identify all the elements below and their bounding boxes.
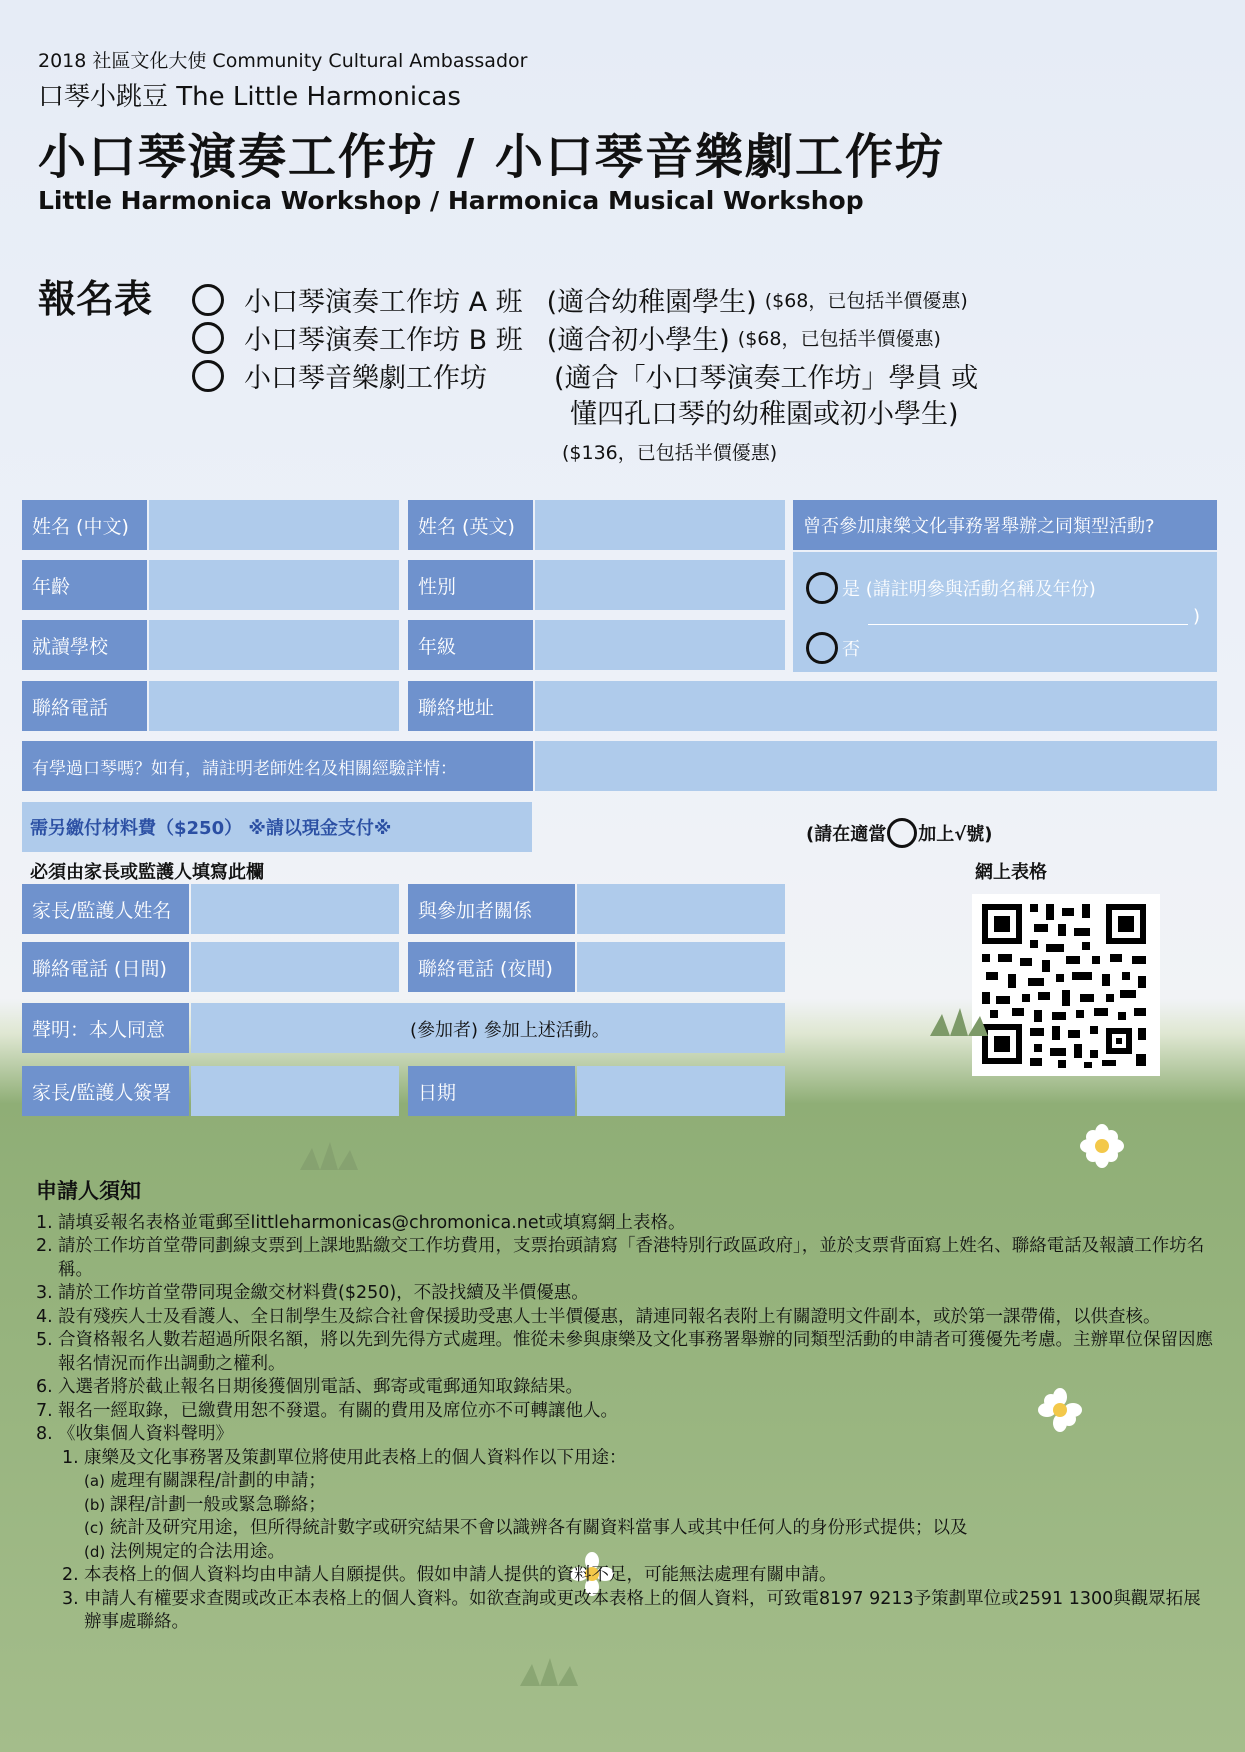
option-name: 小口琴演奏工作坊 A 班 — [244, 287, 523, 318]
note-number: 8. — [36, 1424, 53, 1444]
experience-field[interactable] — [535, 741, 1217, 791]
note-item — [36, 1306, 1216, 1330]
address-label: 聯絡地址 — [408, 681, 533, 731]
registration-label: 報名表 — [38, 277, 153, 321]
option-class-b[interactable] — [192, 318, 941, 357]
signature-label: 家長/監護人簽署 — [22, 1066, 189, 1116]
note-item — [36, 1423, 1216, 1447]
note-text: 處理有關課程/計劃的申請； — [110, 1471, 326, 1491]
previous-no-option[interactable] — [806, 632, 860, 664]
grass-tuft-icon — [300, 1140, 370, 1170]
option-suitable: (適合「小口琴演奏工作坊」學員 或 — [554, 363, 979, 394]
name-en-field[interactable] — [535, 500, 785, 550]
date-label: 日期 — [408, 1066, 575, 1116]
note-number: 3. — [62, 1588, 79, 1609]
option-suitable: (適合初小學生) — [546, 325, 730, 356]
gender-field[interactable] — [535, 560, 785, 610]
phone-day-label: 聯絡電話 (日間) — [22, 942, 189, 992]
notes-heading: 申請人須知 — [36, 1179, 141, 1203]
note-text: 合資格報名人數若超過所限名額，將以先到先得方式處理。惟從未參與康樂及文化事務署舉辦的同類型活動的申請者可獲優先考慮。主辦單位保留因應報名情況而作出調動之權利。 — [58, 1330, 1213, 1374]
grade-label: 年級 — [408, 620, 533, 670]
qr-code-icon[interactable] — [972, 894, 1160, 1076]
name-en-label: 姓名 (英文) — [408, 500, 533, 550]
header-ambassador-line: 2018 社區文化大使 Community Cultural Ambassador — [38, 50, 528, 72]
note-text: 統計及研究用途，但所得統計數字或研究結果不會以識辨各有關資料當事人或其中任何人的身份形式提供；以及 — [110, 1518, 968, 1538]
note-item — [36, 1400, 1216, 1424]
privacy-purpose-item — [36, 1541, 1216, 1565]
page-title: 小口琴演奏工作坊 / 小口琴音樂劇工作坊 — [38, 129, 945, 185]
grass-tuft-icon — [520, 1656, 590, 1686]
note-text: 請填妥報名表格並電郵至littleharmonicas@chromonica.net或填寫網上表格。 — [58, 1212, 686, 1233]
privacy-sub-item — [36, 1588, 1216, 1635]
option-price: ($68，已包括半價優惠) — [764, 290, 968, 312]
note-number: 1. — [62, 1447, 79, 1468]
option-name: 小口琴演奏工作坊 B 班 — [244, 325, 523, 356]
note-text: 入選者將於截止報名日期後獲個別電話、郵寄或電郵通知取錄結果。 — [58, 1377, 583, 1397]
relation-label: 與參加者關係 — [408, 884, 575, 934]
declaration-label: 聲明：本人同意 — [22, 1003, 189, 1053]
address-field[interactable] — [535, 681, 1217, 731]
radio-circle-icon[interactable] — [192, 322, 224, 354]
date-field[interactable] — [577, 1066, 785, 1116]
note-number: (a) — [84, 1472, 105, 1490]
phone-label: 聯絡電話 — [22, 681, 147, 731]
radio-circle-icon[interactable] — [192, 284, 224, 316]
note-text: 設有殘疾人士及看護人、全日制學生及綜合社會保援助受惠人士半價優惠，請連同報名表附上有關證明文件副本，或於第一課帶備，以供查核。 — [58, 1306, 1161, 1327]
phone-day-field[interactable] — [191, 942, 399, 992]
phone-field[interactable] — [149, 681, 399, 731]
qr-code-graphic — [972, 894, 1160, 1076]
declaration-tail: (參加者) 參加上述活動。 — [410, 1020, 610, 1041]
tick-instruction-pre: (請在適當 — [806, 824, 887, 845]
note-item — [36, 1235, 1216, 1282]
option-suitable-line2: 懂四孔口琴的幼稚園或初小學生) — [570, 399, 959, 430]
note-number: 2. — [62, 1565, 79, 1585]
note-number: 1. — [36, 1212, 53, 1233]
phone-night-field[interactable] — [577, 942, 785, 992]
online-form-label: 網上表格 — [975, 862, 1047, 883]
daisy-icon — [1080, 1124, 1124, 1168]
note-number: 6. — [36, 1377, 53, 1397]
note-item — [36, 1212, 1216, 1236]
note-text: 申請人有權要求查閱或改正本表格上的個人資料。如欲查詢或更改本表格上的個人資料，可致電8197 9213予策劃單位或2591 1300與觀眾拓展辦事處聯絡。 — [84, 1588, 1201, 1632]
close-paren: ) — [1193, 606, 1201, 627]
previous-yes-option[interactable] — [806, 572, 1096, 604]
privacy-purpose-item — [36, 1494, 1216, 1518]
radio-circle-icon[interactable] — [192, 360, 224, 392]
tick-instruction — [806, 818, 992, 848]
note-text: 課程/計劃一般或緊急聯絡； — [110, 1494, 326, 1515]
note-text: 法例規定的合法用途。 — [110, 1541, 285, 1562]
note-number: 2. — [36, 1236, 53, 1256]
applicant-notes — [36, 1180, 1216, 1635]
note-number: 7. — [36, 1400, 53, 1421]
note-number: 4. — [36, 1306, 53, 1327]
note-number: 5. — [36, 1330, 53, 1350]
tick-instruction-post: 加上√號) — [918, 824, 993, 845]
option-name: 小口琴音樂劇工作坊 — [244, 363, 487, 394]
relation-field[interactable] — [577, 884, 785, 934]
privacy-sub-item — [36, 1447, 1216, 1471]
grade-field[interactable] — [535, 620, 785, 670]
privacy-purpose-item — [36, 1517, 1216, 1541]
header-group-name: 口琴小跳豆 The Little Harmonicas — [38, 82, 461, 112]
radio-circle-icon[interactable] — [806, 632, 838, 664]
note-number: (d) — [84, 1542, 106, 1561]
name-zh-label: 姓名 (中文) — [22, 500, 147, 550]
school-field[interactable] — [149, 620, 399, 670]
option-price: ($136，已包括半價優惠) — [562, 442, 778, 464]
note-item — [36, 1329, 1216, 1376]
activity-detail-line[interactable] — [868, 624, 1188, 625]
radio-circle-icon[interactable] — [806, 572, 838, 604]
note-text: 康樂及文化事務署及策劃單位將使用此表格上的個人資料作以下用途： — [84, 1447, 627, 1468]
signature-field[interactable] — [191, 1066, 399, 1116]
option-price: ($68，已包括半價優惠) — [737, 328, 941, 350]
phone-night-label: 聯絡電話 (夜間) — [408, 942, 575, 992]
age-field[interactable] — [149, 560, 399, 610]
option-suitable: (適合幼稚園學生) — [546, 287, 757, 318]
privacy-sub-item — [36, 1564, 1216, 1588]
note-item — [36, 1376, 1216, 1400]
gender-label: 性別 — [408, 560, 533, 610]
circle-icon — [887, 818, 917, 848]
guardian-name-label: 家長/監護人姓名 — [22, 884, 189, 934]
note-number: 3. — [36, 1283, 53, 1303]
grass-tuft-icon — [930, 1006, 1000, 1036]
note-text: 本表格上的個人資料均由申請人自願提供。假如申請人提供的資料不足，可能無法處理有關申請。 — [84, 1565, 837, 1585]
page-subtitle: Little Harmonica Workshop / Harmonica Musical Workshop — [38, 186, 864, 215]
option-class-a[interactable] — [192, 280, 968, 319]
material-fee-note: 需另繳付材料費（$250） ※請以現金支付※ — [22, 802, 532, 852]
previous-yes-label: 是 (請註明參與活動名稱及年份) — [842, 579, 1096, 600]
note-number: (b) — [84, 1495, 106, 1514]
name-zh-field[interactable] — [149, 500, 399, 550]
note-text: 請於工作坊首堂帶同劃線支票到上課地點繳交工作坊費用，支票抬頭請寫「香港特別行政區政府」，並於支票背面寫上姓名、聯絡電話及報讀工作坊名稱。 — [58, 1236, 1205, 1280]
guardian-name-field[interactable] — [191, 884, 399, 934]
note-number: (c) — [84, 1519, 104, 1537]
privacy-purpose-item — [36, 1470, 1216, 1494]
previous-activity-question: 曾否參加康樂文化事務署舉辦之同類型活動? — [793, 500, 1217, 550]
option-musical[interactable] — [192, 356, 978, 395]
note-text: 請於工作坊首堂帶同現金繳交材料費($250)，不設找續及半價優惠。 — [58, 1283, 589, 1303]
age-label: 年齡 — [22, 560, 147, 610]
previous-no-label: 否 — [842, 639, 860, 660]
experience-label: 有學過口琴嗎？如有，請註明老師姓名及相關經驗詳情： — [22, 741, 533, 791]
school-label: 就讀學校 — [22, 620, 147, 670]
note-text: 《收集個人資料聲明》 — [58, 1424, 233, 1444]
guardian-section-heading: 必須由家長或監護人填寫此欄 — [30, 862, 264, 883]
note-text: 報名一經取錄，已繳費用恕不發還。有關的費用及席位亦不可轉讓他人。 — [58, 1400, 618, 1421]
note-item — [36, 1282, 1216, 1306]
